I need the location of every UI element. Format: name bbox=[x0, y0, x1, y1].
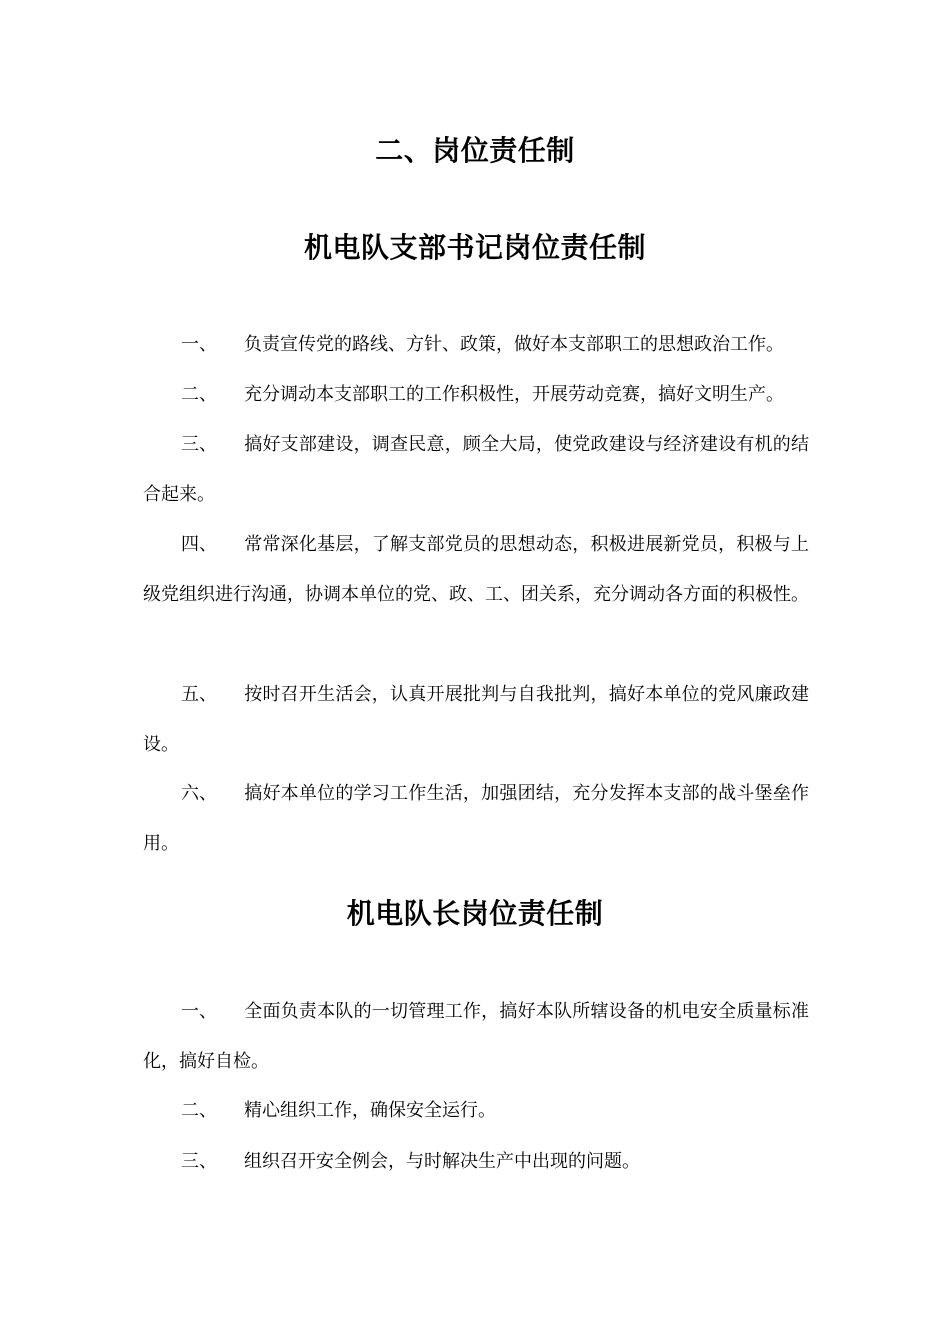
item-number: 三、 bbox=[181, 434, 217, 455]
list-item bbox=[143, 1086, 809, 1136]
list-item bbox=[143, 769, 809, 869]
list-item bbox=[143, 370, 809, 420]
item-text: 精心组织工作，确保安全运行。 bbox=[244, 1100, 496, 1121]
list-item bbox=[143, 670, 809, 770]
item-text: 负责宣传党的路线、方针、政策，做好本支部职工的思想政治工作。 bbox=[244, 334, 784, 355]
item-text: 充分调动本支部职工的工作积极性，开展劳动竞赛，搞好文明生产。 bbox=[244, 384, 784, 405]
list-item bbox=[143, 420, 809, 520]
item-number: 六、 bbox=[181, 783, 217, 804]
item-number: 一、 bbox=[181, 1001, 217, 1022]
section-title-party-secretary: 机电队支部书记岗位责任制 bbox=[303, 231, 646, 264]
item-number: 四、 bbox=[181, 534, 217, 555]
item-text: 常常深化基层，了解支部党员的思想动态，积极进展新党员，积极与上级党组织进行沟通，协调本单位的党、政、工、团关系，充分调动各方面的积极性。 bbox=[143, 534, 809, 605]
main-title: 二、岗位责任制 bbox=[375, 134, 575, 167]
section-title-team-leader: 机电队长岗位责任制 bbox=[346, 897, 604, 930]
item-text: 搞好本单位的学习工作生活，加强团结，充分发挥本支部的战斗堡垒作用。 bbox=[143, 783, 809, 854]
item-number: 三、 bbox=[181, 1151, 217, 1172]
item-number: 一、 bbox=[181, 334, 217, 355]
item-number: 二、 bbox=[181, 1100, 217, 1121]
list-item bbox=[143, 520, 809, 620]
item-number: 五、 bbox=[181, 684, 217, 705]
list-item bbox=[143, 987, 809, 1087]
item-text: 全面负责本队的一切管理工作，搞好本队所辖设备的机电安全质量标准化，搞好自检。 bbox=[143, 1001, 809, 1072]
list-item bbox=[143, 320, 809, 370]
item-text: 组织召开安全例会，与时解决生产中出现的问题。 bbox=[244, 1151, 640, 1172]
list-item bbox=[143, 1137, 809, 1187]
item-number: 二、 bbox=[181, 384, 217, 405]
item-text: 搞好支部建设，调查民意，顾全大局，使党政建设与经济建设有机的结合起来。 bbox=[143, 434, 809, 505]
item-text: 按时召开生活会，认真开展批判与自我批判，搞好本单位的党风廉政建设。 bbox=[143, 684, 809, 755]
